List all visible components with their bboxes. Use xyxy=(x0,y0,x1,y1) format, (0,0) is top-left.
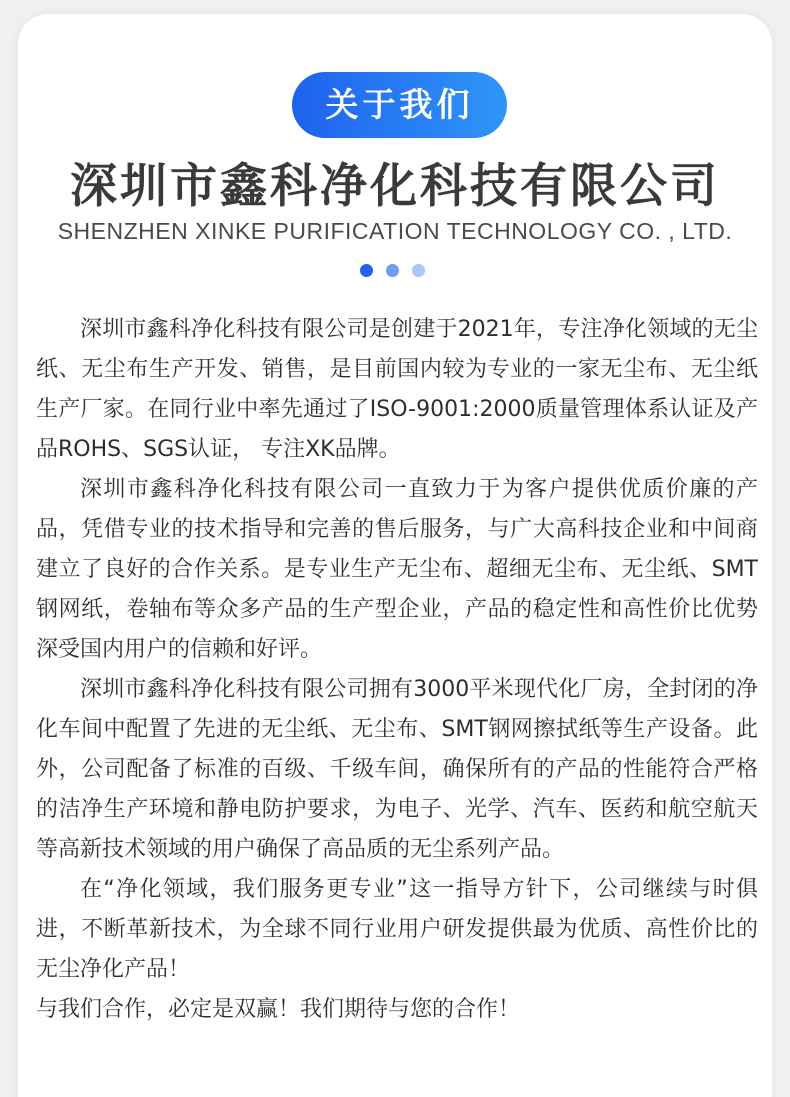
about-us-badge: 关于我们 xyxy=(292,72,507,138)
decorative-dots xyxy=(360,264,430,278)
company-name-cn: 深圳市鑫科净化科技有限公司 xyxy=(70,159,720,214)
company-name-en: SHENZHEN XINKE PURIFICATION TECHNOLOGY CO. , LTD. xyxy=(57,218,733,244)
paragraph-philosophy: 在“净化领域，我们服务更专业”这一指导方针下，公司继续与时俱进，不断革新技术，为全球不同行业用户研发提供最为优质、高性价比的无尘净化产品！ xyxy=(36,877,758,982)
dot-icon xyxy=(386,264,399,277)
dot-icon xyxy=(412,264,425,277)
paragraph-facility: 深圳市鑫科净化科技有限公司拥有3000平米现代化厂房，全封闭的净化车间中配置了先进的无尘纸、无尘布、SMT钢网擦拭纸等生产设备。此外，公司配备了标准的百级、千级车间，确保所有的产品的性能符合严格的洁净生产环境和静电防护要求，为电子、光学、汽车、医药和航空航天等高新技术领域的用户确保了高品质的无尘系列产品。 xyxy=(36,677,758,862)
paragraph-closing: 与我们合作，必定是双赢！我们期待与您的合作！ xyxy=(36,997,521,1022)
paragraph-service: 深圳市鑫科净化科技有限公司一直致力于为客户提供优质价廉的产品，凭借专业的技术指导和完善的售后服务，与广大高科技企业和中间商建立了良好的合作关系。是专业生产无尘布、超细无尘布、无尘纸、SMT钢网纸，卷轴布等众多产品的生产型企业，产品的稳定性和高性价比优势深受国内用户的信赖和好评。 xyxy=(36,477,758,662)
paragraph-intro: 深圳市鑫科净化科技有限公司是创建于2021年，专注净化领域的无尘纸、无尘布生产开发、销售，是目前国内较为专业的一家无尘布、无尘纸生产厂家。在同行业中率先通过了ISO-9001:2000质量管理体系认证及产品ROHS、SGS认证， 专注XK品牌。 xyxy=(36,317,758,462)
dot-icon xyxy=(360,264,373,277)
company-description xyxy=(36,310,758,1030)
